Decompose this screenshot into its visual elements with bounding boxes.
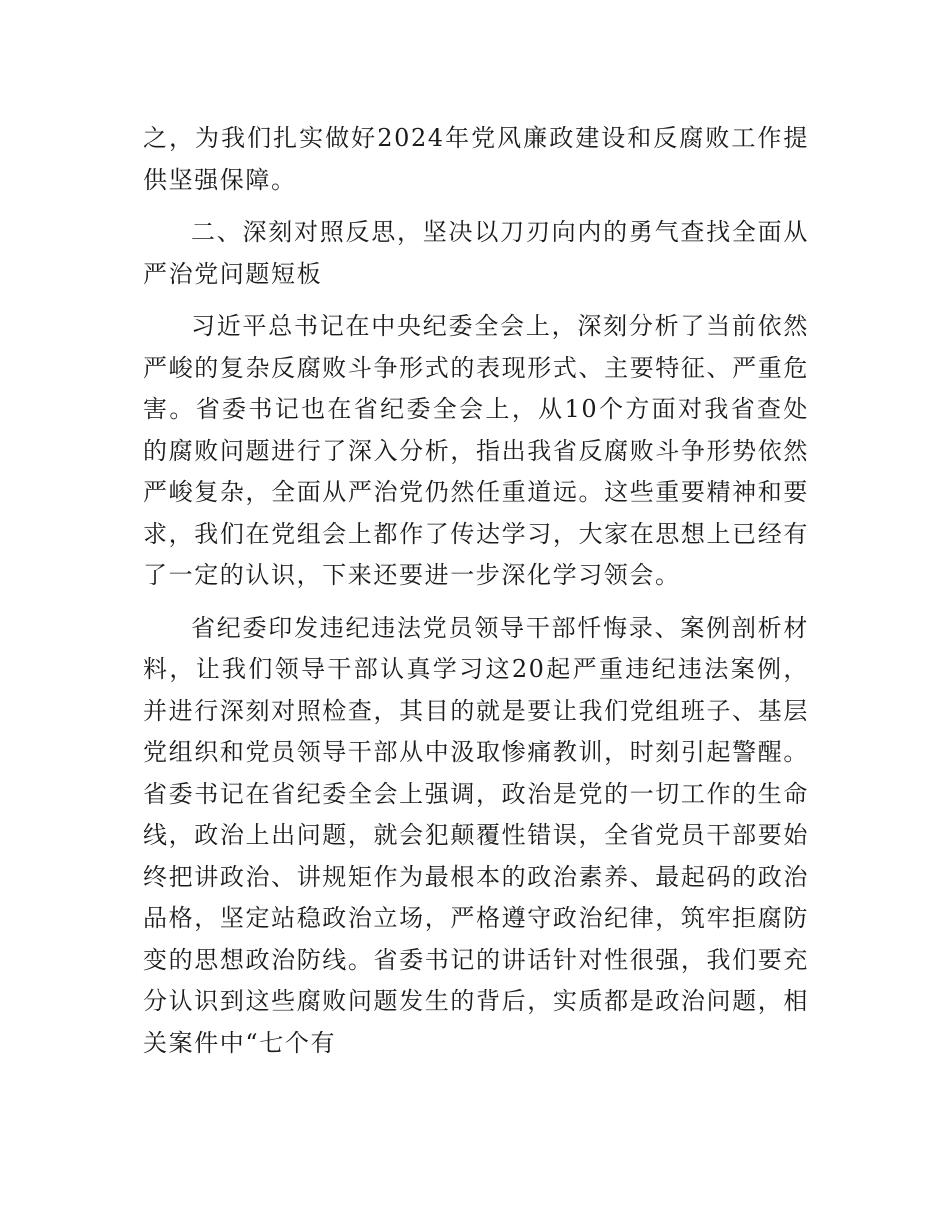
document-body <box>143 118 809 1075</box>
paragraph-continuation: 之，为我们扎实做好2024年党风廉政建设和反腐败工作提供坚强保障。 <box>143 124 809 194</box>
paragraph: 习近平总书记在中央纪委全会上，深刻分析了当前依然严峻的复杂反腐败斗争形式的表现形式、主要特征、严重危害。省委书记也在省纪委全会上，从10个方面对我省查处的腐败问题进行了深入分析，指出我省反腐败斗争形势依然严峻复杂，全面从严治党仍然任重道远。这些重要精神和要求，我们在党组会上都作了传达学习，大家在思想上已经有了一定的认识，下来还要进一步深化学习领会。 <box>143 312 809 589</box>
section-heading: 二、深刻对照反思，坚决以刀刃向内的勇气查找全面从严治党问题短板 <box>143 218 809 288</box>
paragraph: 省纪委印发违纪违法党员领导干部忏悔录、案例剖析材料，让我们领导干部认真学习这20起严重违纪违法案例，并进行深刻对照检查，其目的就是要让我们党组班子、基层党组织和党员领导干部从中汲取惨痛教训，时刻引起警醒。省委书记在省纪委全会上强调，政治是党的一切工作的生命线，政治上出问题，就会犯颠覆性错误，全省党员干部要始终把讲政治、讲规矩作为最根本的政治素养、最起码的政治品格，坚定站稳政治立场，严格遵守政治纪律，筑牢拒腐防变的思想政治防线。省委书记的讲话针对性很强，我们要充分认识到这些腐败问题发生的背后，实质都是政治问题，相关案件中“七个有 <box>143 613 809 1057</box>
